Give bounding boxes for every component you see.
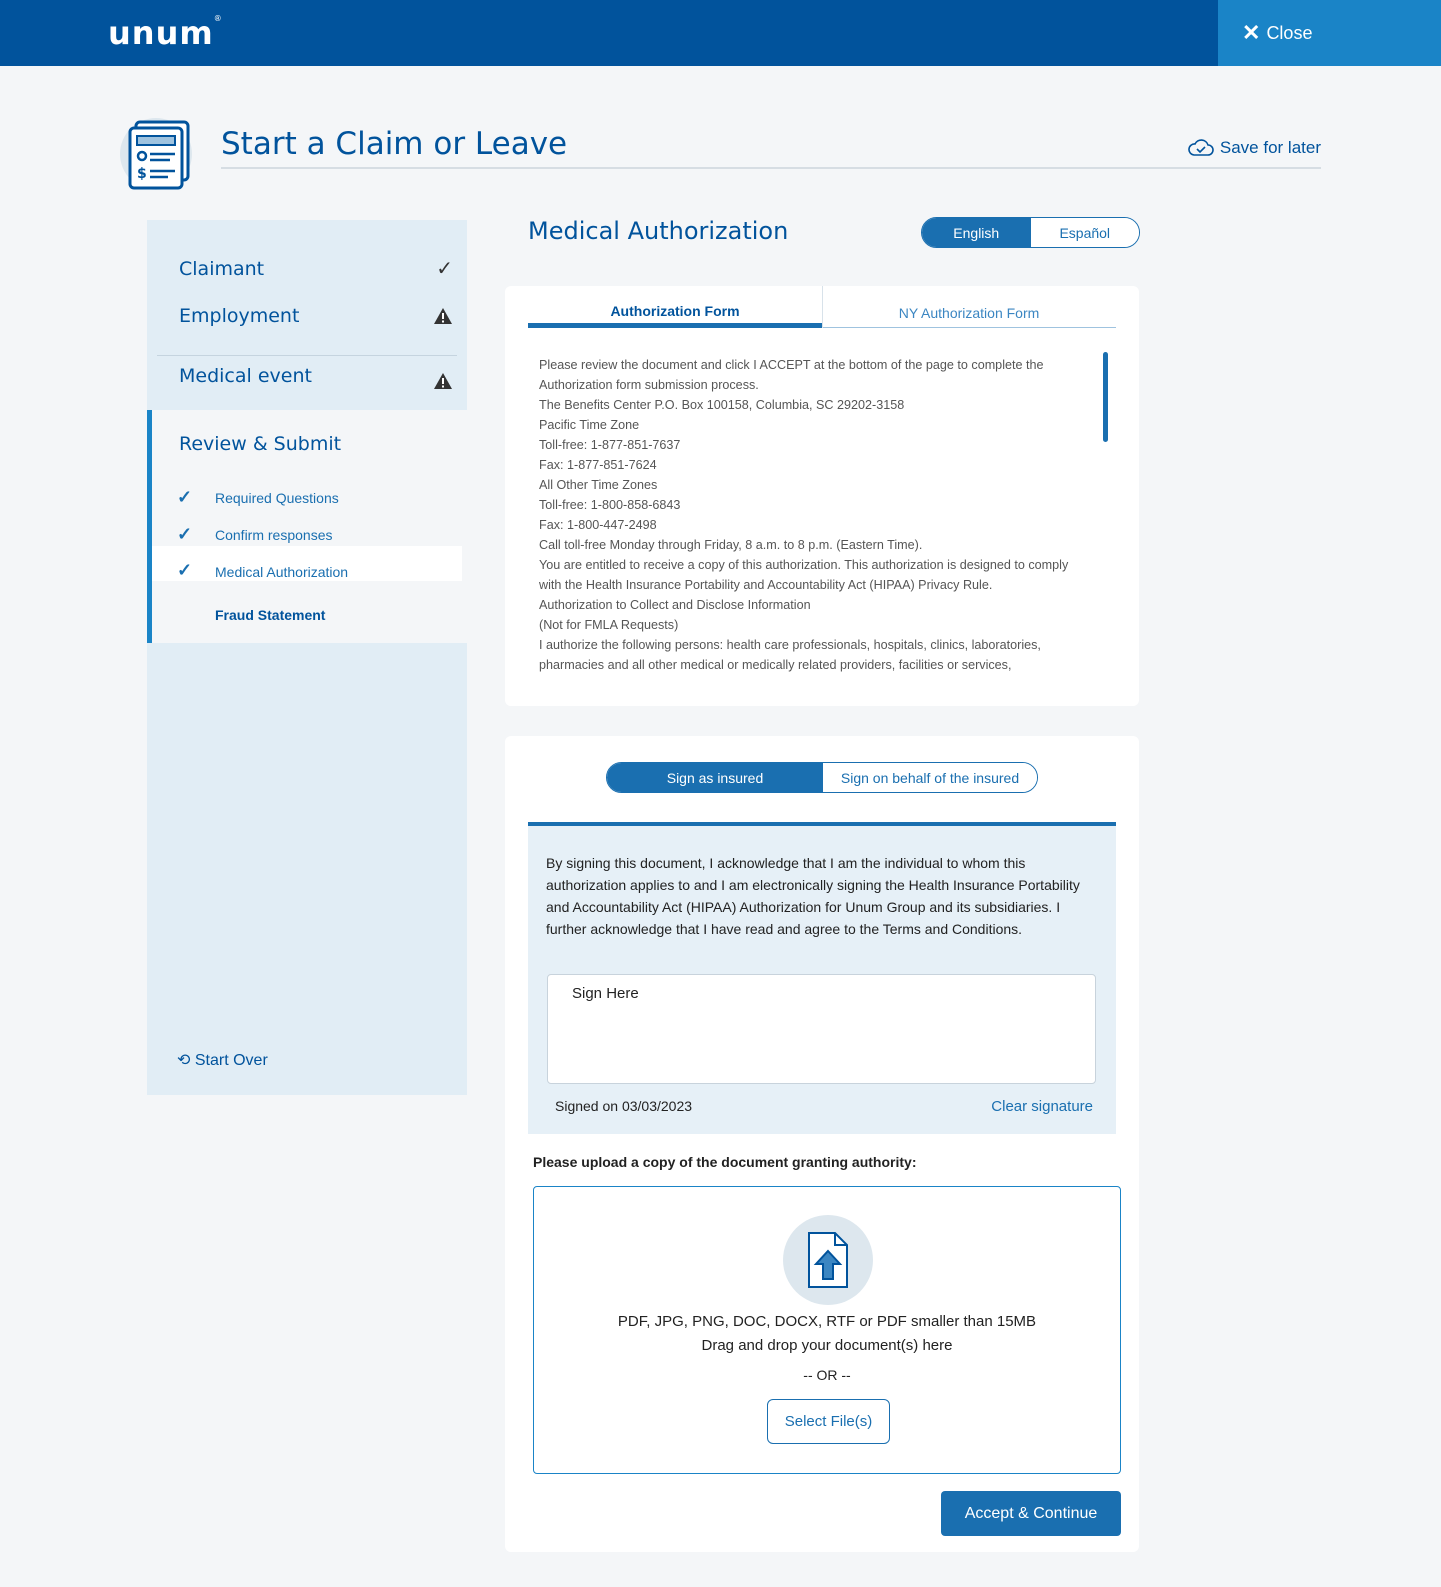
tab-authorization-form[interactable]: Authorization Form (528, 298, 822, 328)
signature-placeholder: Sign Here (572, 985, 639, 1002)
checkmark-icon: ✓ (177, 487, 193, 507)
doc-line: The Benefits Center P.O. Box 100158, Columbia, SC 29202-3158 (539, 398, 905, 412)
start-over-button[interactable] (177, 1050, 268, 1070)
upload-drag-text: Drag and drop your document(s) here (701, 1337, 953, 1354)
warning-icon (433, 372, 453, 390)
sidebar-item-employment[interactable]: Employment (179, 305, 300, 327)
tab-separator (822, 286, 823, 328)
sub-item-required-questions[interactable]: Required Questions (215, 490, 339, 506)
acknowledgement-panel (528, 822, 1116, 1134)
sub-item-medical-authorization[interactable]: Medical Authorization (215, 564, 349, 580)
accept-continue-button[interactable]: Accept & Continue (941, 1491, 1121, 1536)
title-divider (221, 167, 1321, 169)
doc-line: You are entitled to receive a copy of this authorization. This authorization is designed to comply with the Health Insurance Portability and Accountability Act (HIPAA) Privacy Rule. (539, 558, 1069, 592)
doc-line: Authorization to Collect and Disclose Information (539, 598, 811, 612)
checkmark-icon: ✓ (177, 560, 193, 580)
unum-logo: unum® (108, 14, 223, 52)
doc-line: Call toll-free Monday through Friday, 8 a.m. to 8 p.m. (Eastern Time). (539, 538, 923, 552)
sidebar-item-claimant[interactable]: Claimant (179, 258, 265, 280)
sign-on-behalf-option[interactable]: Sign on behalf of the insured (823, 763, 1037, 792)
checkmark-icon: ✓ (177, 524, 193, 544)
doc-line: I authorize the following persons: health care professionals, hospitals, clinics, laboratories, pharmacies and all other medical or medically related providers, facilities or services, (539, 638, 1041, 672)
checkmark-icon: ✓ (436, 258, 453, 280)
language-espanol[interactable]: Español (1031, 218, 1140, 247)
save-for-later-link[interactable] (1188, 138, 1321, 158)
cloud-check-icon (1188, 138, 1214, 158)
save-for-later-label: Save for later (1219, 138, 1321, 157)
tab-ny-authorization-form[interactable]: NY Authorization Form (822, 298, 1116, 328)
svg-text:$: $ (137, 166, 147, 182)
close-label: Close (1266, 22, 1313, 43)
undo-icon: ⟲ (177, 1052, 191, 1069)
language-toggle (921, 217, 1140, 248)
select-files-button[interactable]: Select File(s) (767, 1399, 890, 1444)
doc-line: Toll-free: 1-877-851-7637 (539, 438, 681, 452)
doc-line: Toll-free: 1-800-858-6843 (539, 498, 681, 512)
sign-mode-toggle (606, 762, 1038, 793)
upload-or: -- OR -- (803, 1367, 851, 1383)
doc-line: Please review the document and click I ACCEPT at the bottom of the page to complete the Authorization form submission process. (539, 358, 1044, 392)
sub-item-fraud-statement[interactable]: Fraud Statement (215, 607, 326, 623)
upload-icon (783, 1215, 873, 1305)
sign-as-insured-option[interactable]: Sign as insured (607, 763, 823, 792)
upload-formats: PDF, JPG, PNG, DOC, DOCX, RTF or PDF smaller than 15MB (617, 1313, 1037, 1330)
review-submit-section (147, 410, 467, 643)
sidebar-divider (157, 355, 457, 356)
file-dropzone[interactable] (533, 1186, 1121, 1474)
acknowledgement-text: By signing this document, I acknowledge that I am the individual to whom this authorization applies to and I am electronically signing the Health Insurance Portability and Accountability Act (HIPAA) Authorization for Unum Group and its subsidiaries. I further acknowledge that I have read and agree to the Terms and Conditions. (546, 855, 1080, 937)
close-icon: ✕ (1242, 20, 1261, 45)
progress-sidebar (147, 220, 467, 1095)
authorization-document[interactable] (539, 355, 1089, 675)
claim-document-icon (120, 116, 200, 196)
top-bar (0, 0, 1441, 66)
doc-line: Pacific Time Zone (539, 418, 640, 432)
sidebar-item-review-submit[interactable]: Review & Submit (179, 433, 342, 455)
page-title: Start a Claim or Leave (221, 126, 568, 162)
close-button[interactable] (1218, 0, 1441, 66)
doc-line: All Other Time Zones (539, 478, 658, 492)
doc-line: Fax: 1-800-447-2498 (539, 518, 657, 532)
doc-line: (Not for FMLA Requests) (539, 618, 679, 632)
sidebar-item-medical-event[interactable]: Medical event (179, 365, 312, 387)
doc-line: Fax: 1-877-851-7624 (539, 458, 657, 472)
signed-on-date: Signed on 03/03/2023 (555, 1098, 693, 1114)
signature-pad[interactable] (547, 974, 1096, 1084)
section-title: Medical Authorization (528, 217, 789, 245)
language-english[interactable]: English (922, 218, 1031, 247)
sub-item-confirm-responses[interactable]: Confirm responses (215, 527, 333, 543)
start-over-label: Start Over (194, 1052, 268, 1069)
warning-icon (433, 307, 453, 325)
clear-signature-link[interactable]: Clear signature (991, 1098, 1093, 1115)
document-scrollbar[interactable] (1103, 352, 1108, 442)
upload-label: Please upload a copy of the document granting authority: (533, 1154, 917, 1170)
